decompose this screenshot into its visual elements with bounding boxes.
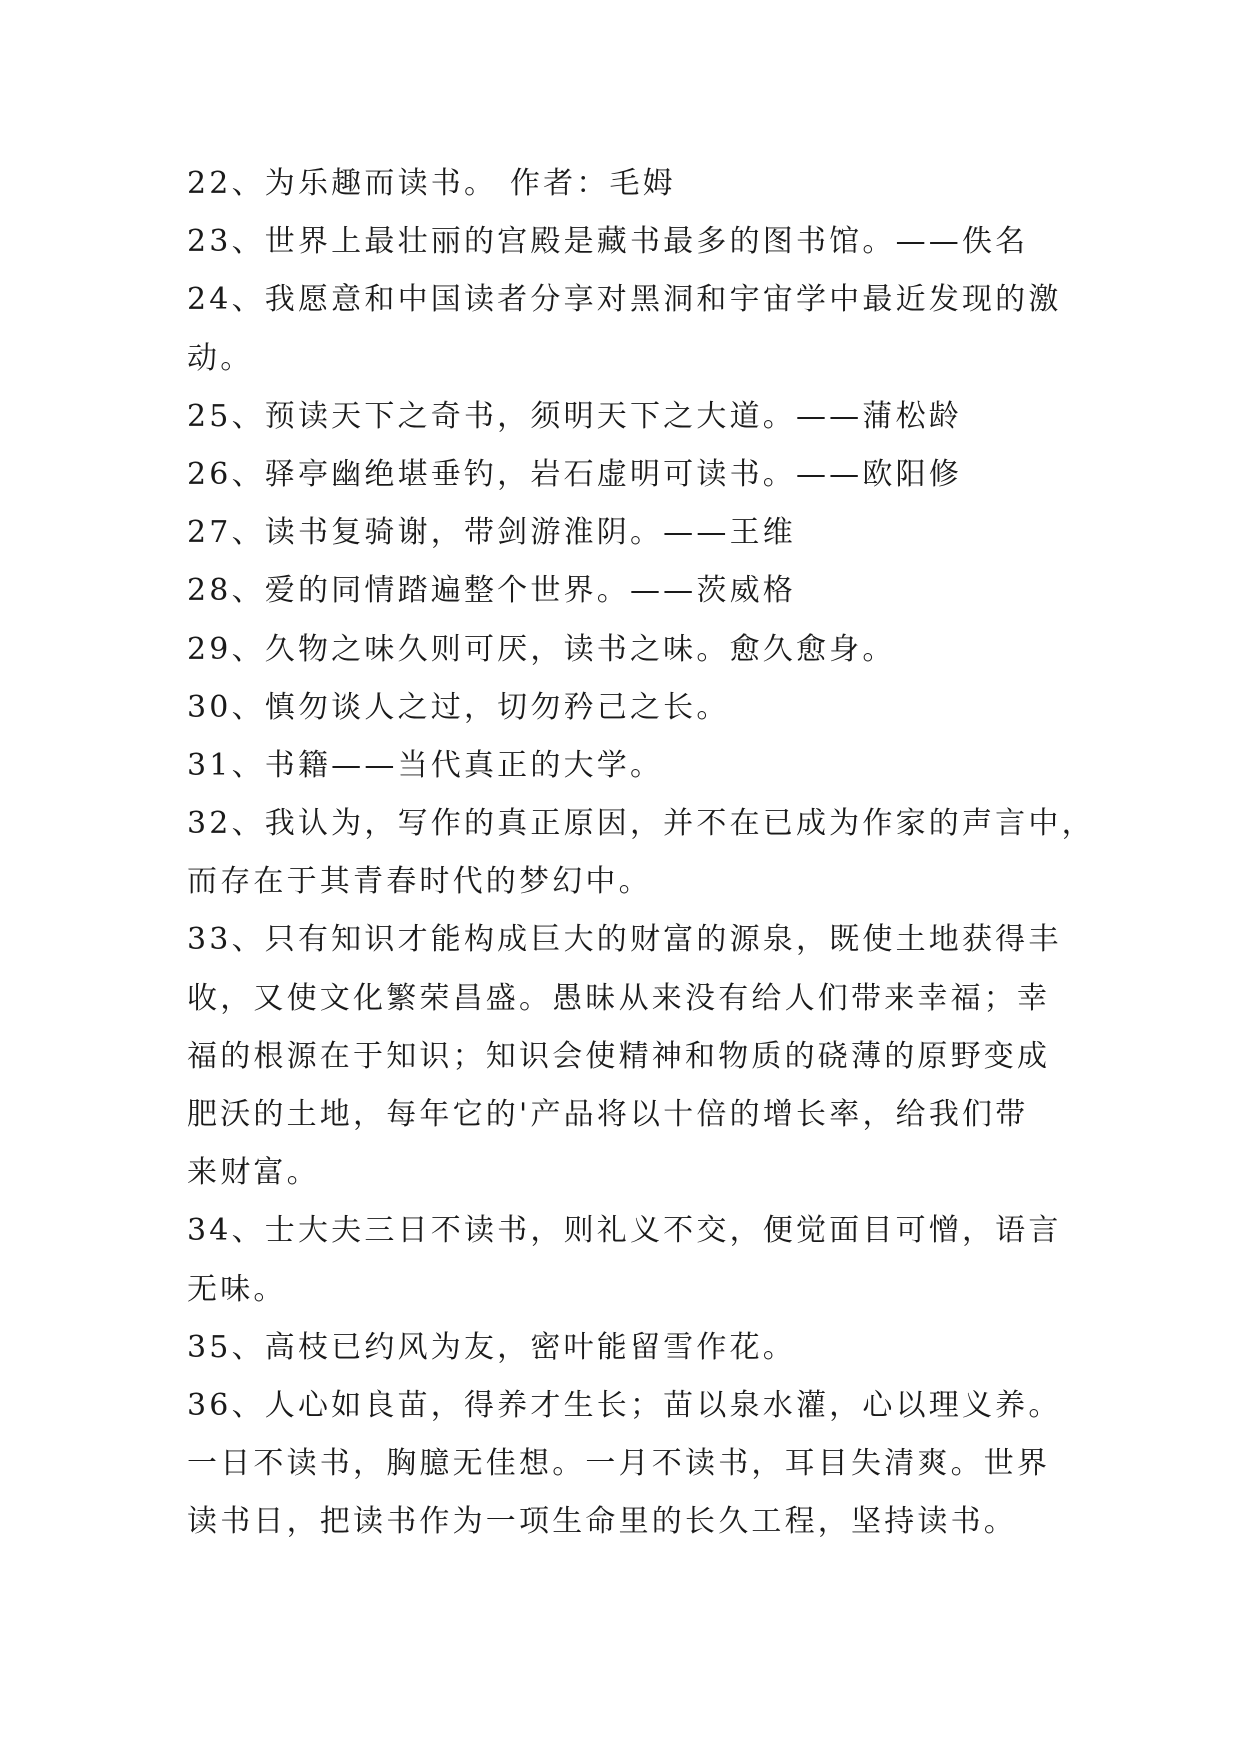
text-line: 动。: [187, 340, 254, 376]
text-line: 30、慎勿谈人之过，切勿矜己之长。: [187, 689, 730, 725]
text-line: 无味。: [187, 1271, 287, 1307]
text-line: 27、读书复骑谢，带剑游淮阴。——王维: [187, 515, 796, 551]
text-line: 32、我认为，写作的真正原因，并不在已成为作家的声言中，: [187, 806, 1095, 842]
text-line: 而存在于其青春时代的梦幻中。: [187, 864, 652, 900]
text-line: 22、为乐趣而读书。 作者：毛姆: [187, 166, 676, 201]
text-line: 23、世界上最壮丽的宫殿是藏书最多的图书馆。——佚名: [187, 224, 1029, 260]
text-line: 收，又使文化繁荣昌盛。愚昧从来没有给人们带来幸福；幸: [187, 980, 1051, 1016]
text-line: 肥沃的土地，每年它的'产品将以十倍的增长率，给我们带: [187, 1097, 1029, 1132]
text-line: 33、只有知识才能构成巨大的财富的源泉，既使土地获得丰: [187, 922, 1062, 958]
text-line: 读书日，把读书作为一项生命里的长久工程，坚持读书。: [187, 1504, 1017, 1540]
text-line: 25、预读天下之奇书，须明天下之大道。——蒲松龄: [187, 398, 962, 434]
text-line: 福的根源在于知识；知识会使精神和物质的硗薄的原野变成: [187, 1038, 1051, 1074]
text-line: 来财富。: [187, 1155, 320, 1191]
text-line: 28、爱的同情踏遍整个世界。——茨威格: [187, 573, 796, 609]
text-line: 24、我愿意和中国读者分享对黑洞和宇宙学中最近发现的激: [187, 282, 1062, 318]
text-line: 29、久物之味久则可厌，读书之味。愈久愈身。: [187, 631, 896, 667]
text-line: 36、人心如良苗，得养才生长；苗以泉水灌，心以理义养。: [187, 1387, 1062, 1423]
text-line: 26、驿亭幽绝堪垂钓，岩石虚明可读书。——欧阳修: [187, 456, 962, 492]
document-body: [187, 155, 1095, 1552]
text-line: 一日不读书，胸臆无佳想。一月不读书，耳目失清爽。世界: [187, 1446, 1051, 1482]
text-line: 34、士大夫三日不读书，则礼义不交，便觉面目可憎，语言: [187, 1213, 1062, 1249]
text-line: 31、书籍——当代真正的大学。: [187, 747, 664, 783]
text-line: 35、高枝已约风为友，密叶能留雪作花。: [187, 1329, 796, 1365]
